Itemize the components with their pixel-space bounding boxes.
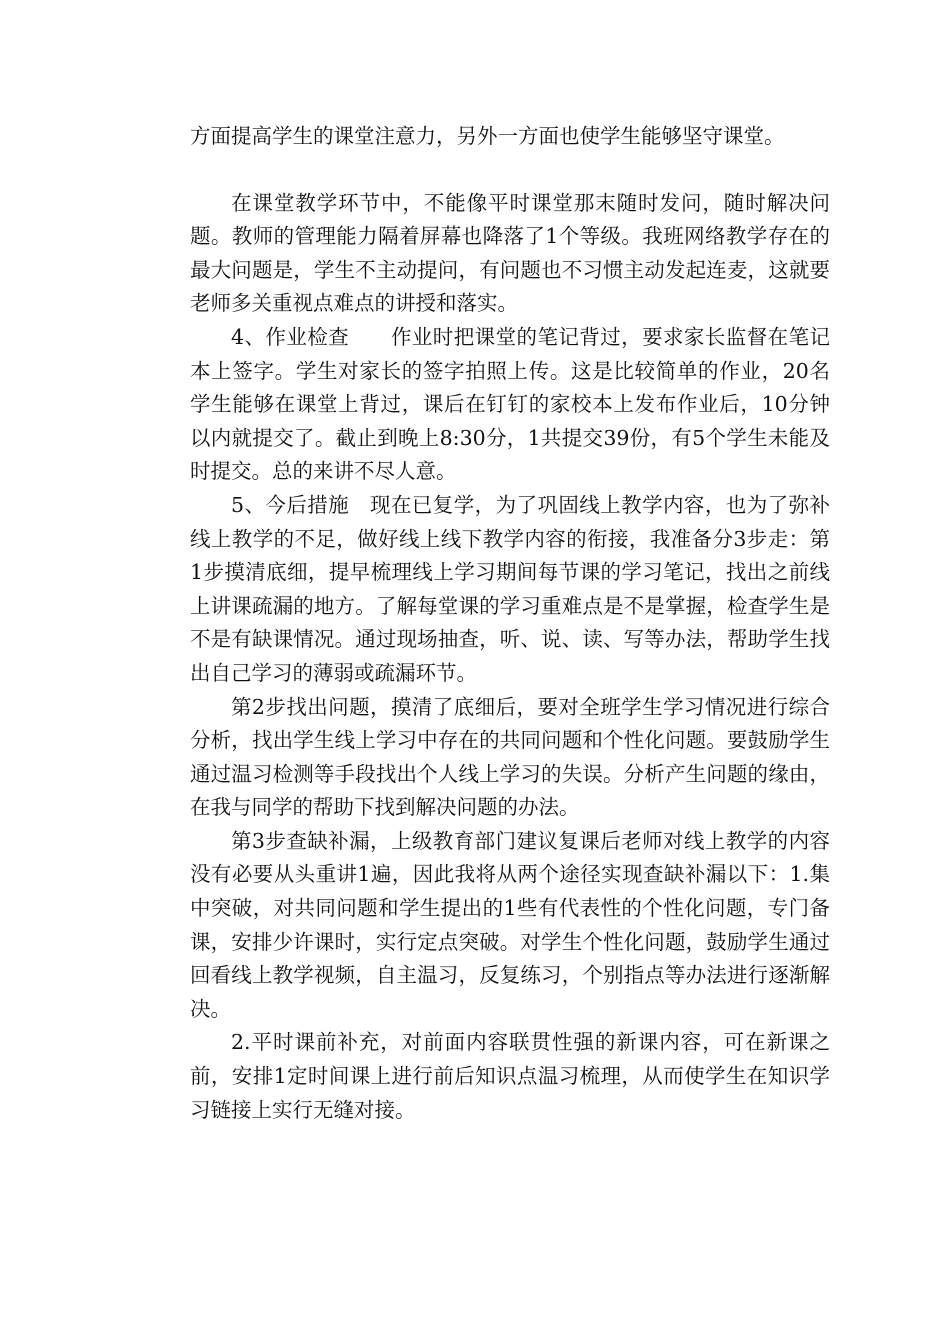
paragraph-pre-class-supplement: 2.平时课前补充，对前面内容联贯性强的新课内容，可在新课之前，安排1定时间课上进行前后知识点温习梳理，从而使学生在知识学习链接上实行无缝对接。 [190, 1030, 830, 1122]
paragraph-step-2: 第2步找出问题，摸清了底细后，要对全班学生学习情况进行综合分析，找出学生线上学习中存在的共同问题和个性化问题。要鼓励学生通过温习检测等手段找出个人线上学习的失误。分析产生问题的缘由，在我与同学的帮助下找到解决问题的办法。 [190, 694, 830, 820]
paragraph-step-3: 第3步查缺补漏，上级教育部门建议复课后老师对线上教学的内容没有必要从头重讲1遍，因此我将从两个途径实现查缺补漏以下：1.集中突破，对共同问题和学生提出的1些有代表性的个性化问题，专门备课，安排少许课时，实行定点突破。对学生个性化问题，鼓励学生通过回看线上教学视频，自主温习，反复练习，个别指点等办法进行逐渐解决。 [190, 828, 830, 1021]
document-body [190, 120, 830, 1127]
paragraph-classroom-teaching: 在课堂教学环节中，不能像平时课堂那末随时发问，随时解决问题。教师的管理能力隔着屏幕也降落了1个等级。我班网络教学存在的最大问题是，学生不主动提问，有问题也不习惯主动发起连麦，这就要老师多关重视点难点的讲授和落实。 [190, 190, 830, 316]
paragraph-continuation: 方面提高学生的课堂注意力，另外一方面也使学生能够坚守课堂。 [190, 124, 785, 148]
paragraph-future-measures: 5、今后措施 现在已复学，为了巩固线上教学内容，也为了弥补线上教学的不足，做好线上线下教学内容的衔接，我准备分3步走：第1步摸清底细，提早梳理线上学习期间每节课的学习笔记，找出之前线上讲课疏漏的地方。了解每堂课的学习重难点是不是掌握，检查学生是不是有缺课情况。通过现场抽查，听、说、读、写等办法，帮助学生找出自己学习的薄弱或疏漏环节。 [190, 492, 830, 685]
paragraph-gap [190, 154, 830, 187]
paragraph-homework-check: 4、作业检查 作业时把课堂的笔记背过，要求家长监督在笔记本上签字。学生对家长的签字拍照上传。这是比较简单的作业，20名学生能够在课堂上背过，课后在钉钉的家校本上发布作业后，10分钟以内就提交了。截止到晚上8:30分，1共提交39份，有5个学生未能及时提交。总的来讲不尽人意。 [190, 324, 830, 484]
